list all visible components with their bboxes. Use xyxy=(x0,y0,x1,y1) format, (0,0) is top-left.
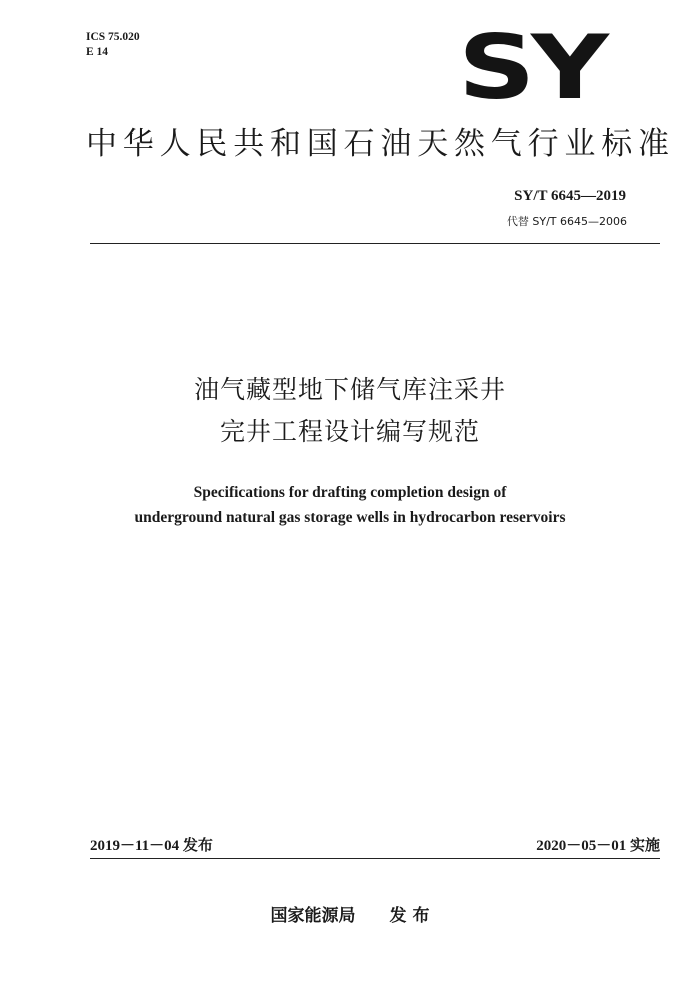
sy-logo: SY xyxy=(458,16,605,120)
issue-date: 2019－11－04 发布 xyxy=(90,838,213,854)
implementation-date: 2020－05－01 实施 xyxy=(536,838,660,854)
replaces-standard: 代替 SY/T 6645—2006 xyxy=(506,215,627,228)
title-en-line-2: underground natural gas storage wells in hydrocarbon reservoirs xyxy=(134,509,566,526)
top-divider xyxy=(90,243,660,244)
title-cn-line-2: 完井工程设计编写规范 xyxy=(219,417,480,446)
title-cn-line-1: 油气藏型地下储气库注采井 xyxy=(193,375,506,404)
bottom-divider xyxy=(90,858,660,859)
title-en-line-1: Specifications for drafting completion design of xyxy=(193,484,507,501)
standard-number: SY/T 6645—2019 xyxy=(514,188,626,204)
ics-code: ICS 75.020 xyxy=(86,31,140,43)
issuer-action: 发 布 xyxy=(389,906,430,926)
issuer-name: 国家能源局 xyxy=(270,906,356,926)
ccs-code: E 14 xyxy=(86,46,109,58)
standard-type-heading: 中华人民共和国石油天然气行业标准 xyxy=(86,126,675,162)
issuer-line xyxy=(0,901,700,926)
classification-codes xyxy=(86,30,140,60)
